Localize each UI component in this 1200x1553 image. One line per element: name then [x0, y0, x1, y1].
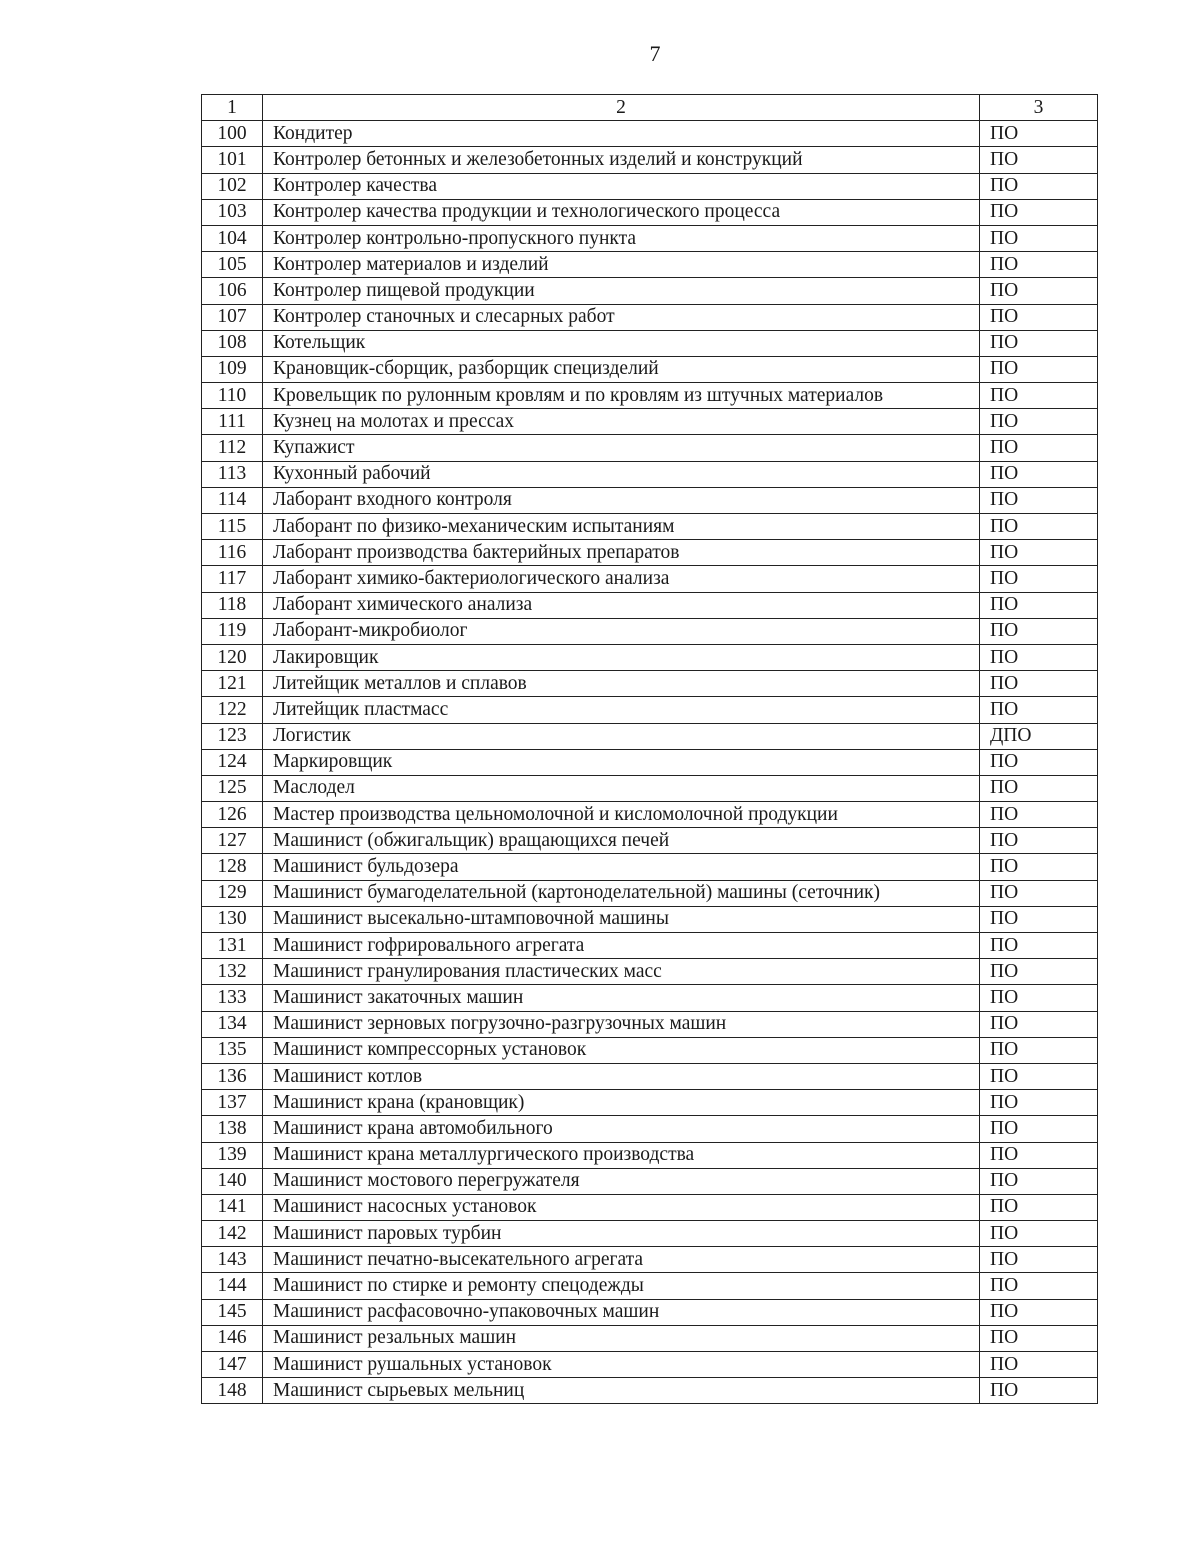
column-header-1: 1 [202, 95, 263, 121]
education-category: ПО [980, 592, 1098, 618]
row-number: 122 [202, 697, 263, 723]
table-row [202, 199, 1098, 225]
table-row [202, 933, 1098, 959]
profession-name: Машинист бульдозера [263, 854, 980, 880]
education-category: ПО [980, 199, 1098, 225]
profession-name: Машинист паровых турбин [263, 1221, 980, 1247]
row-number: 117 [202, 566, 263, 592]
education-category: ПО [980, 1299, 1098, 1325]
profession-name: Машинист гранулирования пластических масс [263, 959, 980, 985]
profession-name: Кузнец на молотах и прессах [263, 409, 980, 435]
education-category: ПО [980, 802, 1098, 828]
table-row [202, 723, 1098, 749]
table-row [202, 409, 1098, 435]
education-category: ПО [980, 1221, 1098, 1247]
profession-name: Мастер производства цельномолочной и кисломолочной продукции [263, 802, 980, 828]
education-category: ПО [980, 906, 1098, 932]
table-row [202, 1273, 1098, 1299]
profession-name: Лаборант химического анализа [263, 592, 980, 618]
row-number: 107 [202, 304, 263, 330]
profession-name: Машинист резальных машин [263, 1325, 980, 1351]
row-number: 101 [202, 147, 263, 173]
table-row [202, 278, 1098, 304]
education-category: ПО [980, 121, 1098, 147]
profession-name: Лаборант входного контроля [263, 487, 980, 513]
table-row [202, 854, 1098, 880]
row-number: 128 [202, 854, 263, 880]
row-number: 140 [202, 1168, 263, 1194]
table-row [202, 880, 1098, 906]
education-category: ПО [980, 854, 1098, 880]
page-number: 7 [649, 41, 661, 66]
profession-name: Литейщик металлов и сплавов [263, 671, 980, 697]
table-row [202, 487, 1098, 513]
row-number: 113 [202, 461, 263, 487]
education-category: ПО [980, 304, 1098, 330]
profession-name: Лакировщик [263, 644, 980, 670]
profession-name: Машинист гофрировального агрегата [263, 933, 980, 959]
row-number: 137 [202, 1090, 263, 1116]
row-number: 103 [202, 199, 263, 225]
profession-name: Машинист насосных установок [263, 1194, 980, 1220]
row-number: 143 [202, 1247, 263, 1273]
table-row [202, 644, 1098, 670]
table-row [202, 1352, 1098, 1378]
table-row [202, 225, 1098, 251]
profession-name: Лаборант производства бактерийных препаратов [263, 540, 980, 566]
row-number: 102 [202, 173, 263, 199]
education-category: ПО [980, 1352, 1098, 1378]
row-number: 125 [202, 775, 263, 801]
row-number: 105 [202, 252, 263, 278]
profession-name: Машинист мостового перегружателя [263, 1168, 980, 1194]
education-category: ДПО [980, 723, 1098, 749]
table-row [202, 173, 1098, 199]
row-number: 124 [202, 749, 263, 775]
row-number: 111 [202, 409, 263, 435]
education-category: ПО [980, 1090, 1098, 1116]
row-number: 134 [202, 1011, 263, 1037]
table-row [202, 1037, 1098, 1063]
profession-name: Машинист сырьевых мельниц [263, 1378, 980, 1404]
row-number: 131 [202, 933, 263, 959]
profession-name: Машинист зерновых погрузочно-разгрузочных машин [263, 1011, 980, 1037]
education-category: ПО [980, 749, 1098, 775]
education-category: ПО [980, 487, 1098, 513]
table-row [202, 1168, 1098, 1194]
profession-name: Машинист высекально-штамповочной машины [263, 906, 980, 932]
education-category: ПО [980, 278, 1098, 304]
profession-name: Контролер станочных и слесарных работ [263, 304, 980, 330]
row-number: 119 [202, 618, 263, 644]
education-category: ПО [980, 147, 1098, 173]
table-row [202, 828, 1098, 854]
education-category: ПО [980, 1325, 1098, 1351]
profession-name: Контролер качества [263, 173, 980, 199]
table-row [202, 671, 1098, 697]
table-row [202, 618, 1098, 644]
education-category: ПО [980, 933, 1098, 959]
row-number: 126 [202, 802, 263, 828]
table-row [202, 252, 1098, 278]
table-row [202, 356, 1098, 382]
table-row [202, 1325, 1098, 1351]
education-category: ПО [980, 383, 1098, 409]
profession-name: Логистик [263, 723, 980, 749]
education-category: ПО [980, 697, 1098, 723]
professions-table [201, 94, 1098, 1404]
table-header-row [202, 95, 1098, 121]
row-number: 129 [202, 880, 263, 906]
profession-name: Лаборант по физико-механическим испытаниям [263, 514, 980, 540]
table-row [202, 1378, 1098, 1404]
table-row [202, 1247, 1098, 1273]
row-number: 141 [202, 1194, 263, 1220]
row-number: 104 [202, 225, 263, 251]
row-number: 142 [202, 1221, 263, 1247]
education-category: ПО [980, 540, 1098, 566]
profession-name: Маслодел [263, 775, 980, 801]
profession-name: Машинист крана металлургического производства [263, 1142, 980, 1168]
table-row [202, 304, 1098, 330]
table-row [202, 749, 1098, 775]
row-number: 100 [202, 121, 263, 147]
education-category: ПО [980, 330, 1098, 356]
profession-name: Машинист печатно-высекательного агрегата [263, 1247, 980, 1273]
profession-name: Машинист расфасовочно-упаковочных машин [263, 1299, 980, 1325]
row-number: 132 [202, 959, 263, 985]
row-number: 139 [202, 1142, 263, 1168]
profession-name: Контролер пищевой продукции [263, 278, 980, 304]
table-row [202, 1194, 1098, 1220]
education-category: ПО [980, 1142, 1098, 1168]
table-row [202, 959, 1098, 985]
table-row [202, 697, 1098, 723]
profession-name: Контролер качества продукции и технологического процесса [263, 199, 980, 225]
education-category: ПО [980, 618, 1098, 644]
education-category: ПО [980, 828, 1098, 854]
education-category: ПО [980, 252, 1098, 278]
column-header-3: 3 [980, 95, 1098, 121]
row-number: 144 [202, 1273, 263, 1299]
row-number: 108 [202, 330, 263, 356]
row-number: 118 [202, 592, 263, 618]
row-number: 106 [202, 278, 263, 304]
profession-name: Кухонный рабочий [263, 461, 980, 487]
profession-name: Машинист (обжигальщик) вращающихся печей [263, 828, 980, 854]
education-category: ПО [980, 461, 1098, 487]
education-category: ПО [980, 1168, 1098, 1194]
row-number: 115 [202, 514, 263, 540]
education-category: ПО [980, 880, 1098, 906]
profession-name: Машинист бумагоделательной (картоноделательной) машины (сеточник) [263, 880, 980, 906]
profession-name: Машинист компрессорных установок [263, 1037, 980, 1063]
education-category: ПО [980, 1378, 1098, 1404]
row-number: 145 [202, 1299, 263, 1325]
education-category: ПО [980, 1011, 1098, 1037]
education-category: ПО [980, 1116, 1098, 1142]
row-number: 135 [202, 1037, 263, 1063]
profession-name: Машинист котлов [263, 1063, 980, 1089]
education-category: ПО [980, 959, 1098, 985]
profession-name: Машинист рушальных установок [263, 1352, 980, 1378]
table-row [202, 1299, 1098, 1325]
profession-name: Крановщик-сборщик, разборщик специзделий [263, 356, 980, 382]
education-category: ПО [980, 514, 1098, 540]
table-row [202, 1011, 1098, 1037]
table-row [202, 985, 1098, 1011]
education-category: ПО [980, 1247, 1098, 1273]
profession-name: Литейщик пластмасс [263, 697, 980, 723]
row-number: 121 [202, 671, 263, 697]
education-category: ПО [980, 671, 1098, 697]
column-header-2: 2 [263, 95, 980, 121]
row-number: 110 [202, 383, 263, 409]
row-number: 146 [202, 1325, 263, 1351]
row-number: 109 [202, 356, 263, 382]
education-category: ПО [980, 644, 1098, 670]
row-number: 130 [202, 906, 263, 932]
profession-name: Контролер материалов и изделий [263, 252, 980, 278]
table-row [202, 330, 1098, 356]
profession-name: Контролер контрольно-пропускного пункта [263, 225, 980, 251]
education-category: ПО [980, 985, 1098, 1011]
education-category: ПО [980, 1063, 1098, 1089]
table-row [202, 147, 1098, 173]
profession-name: Машинист крана (крановщик) [263, 1090, 980, 1116]
education-category: ПО [980, 409, 1098, 435]
education-category: ПО [980, 775, 1098, 801]
education-category: ПО [980, 1037, 1098, 1063]
profession-name: Кровельщик по рулонным кровлям и по кровлям из штучных материалов [263, 383, 980, 409]
row-number: 120 [202, 644, 263, 670]
row-number: 138 [202, 1116, 263, 1142]
profession-name: Котельщик [263, 330, 980, 356]
education-category: ПО [980, 356, 1098, 382]
profession-name: Маркировщик [263, 749, 980, 775]
table-row [202, 435, 1098, 461]
table-row [202, 1116, 1098, 1142]
table-row [202, 906, 1098, 932]
row-number: 147 [202, 1352, 263, 1378]
table-row [202, 121, 1098, 147]
row-number: 116 [202, 540, 263, 566]
table-row [202, 514, 1098, 540]
profession-name: Машинист закаточных машин [263, 985, 980, 1011]
table-row [202, 775, 1098, 801]
profession-name: Машинист по стирке и ремонту спецодежды [263, 1273, 980, 1299]
education-category: ПО [980, 435, 1098, 461]
row-number: 127 [202, 828, 263, 854]
row-number: 123 [202, 723, 263, 749]
education-category: ПО [980, 1194, 1098, 1220]
profession-name: Купажист [263, 435, 980, 461]
table-row [202, 540, 1098, 566]
education-category: ПО [980, 1273, 1098, 1299]
row-number: 114 [202, 487, 263, 513]
profession-name: Машинист крана автомобильного [263, 1116, 980, 1142]
row-number: 112 [202, 435, 263, 461]
profession-name: Лаборант химико-бактериологического анализа [263, 566, 980, 592]
education-category: ПО [980, 173, 1098, 199]
table-row [202, 592, 1098, 618]
profession-name: Лаборант-микробиолог [263, 618, 980, 644]
table-row [202, 1063, 1098, 1089]
row-number: 136 [202, 1063, 263, 1089]
education-category: ПО [980, 566, 1098, 592]
table-row [202, 383, 1098, 409]
row-number: 148 [202, 1378, 263, 1404]
table-row [202, 566, 1098, 592]
table-row [202, 461, 1098, 487]
table-row [202, 1142, 1098, 1168]
row-number: 133 [202, 985, 263, 1011]
profession-name: Кондитер [263, 121, 980, 147]
education-category: ПО [980, 225, 1098, 251]
profession-name: Контролер бетонных и железобетонных изделий и конструкций [263, 147, 980, 173]
table-row [202, 1090, 1098, 1116]
table-body [202, 121, 1098, 1404]
table-row [202, 802, 1098, 828]
table-row [202, 1221, 1098, 1247]
